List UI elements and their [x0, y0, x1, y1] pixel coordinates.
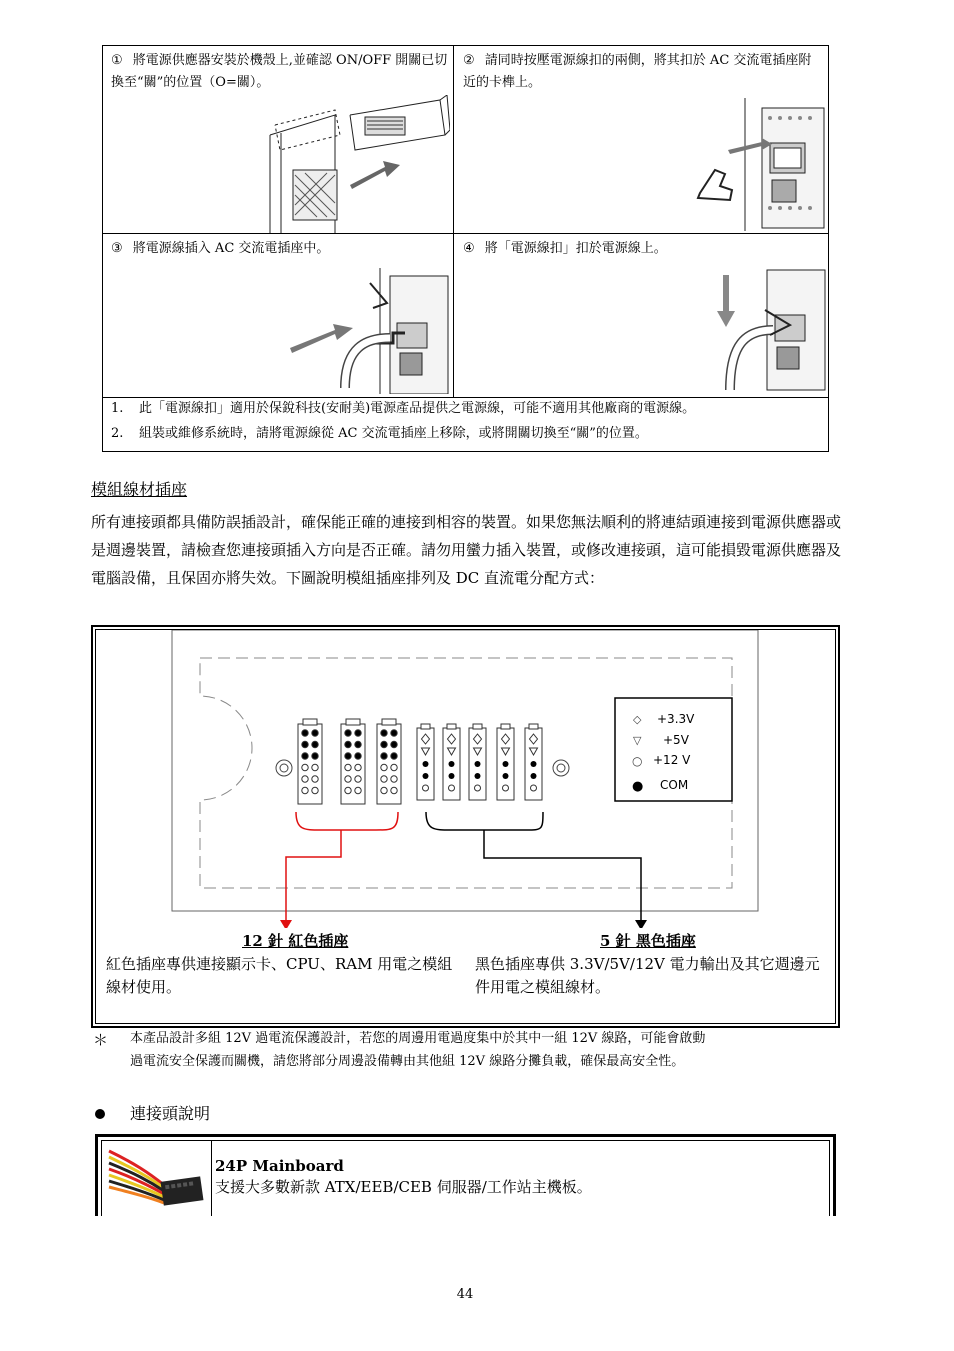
legend-label-2: +5V	[663, 733, 689, 747]
legend-label-3: +12 V	[653, 753, 691, 767]
black-arrow-line	[484, 830, 641, 922]
note-2	[111, 423, 826, 445]
black-socket-desc: 黑色插座專供 3.3V/5V/12V 電力輸出及其它週邊元件用電之模組線材。	[475, 955, 820, 996]
screw-hole-left	[276, 760, 292, 776]
modular-heading: 模組線材插座	[91, 480, 188, 499]
socket-5pin-4	[497, 724, 514, 800]
red-arrow-line	[286, 830, 341, 922]
socket-5pin-1	[417, 724, 434, 800]
note-1-text: 此「電源線扣」適用於保銳科技(安耐美)電源產品提供之電源線，可能不適用其他廠商的電源線。	[139, 401, 696, 416]
connector-24p-name: 24P Mainboard	[215, 1157, 344, 1175]
red-arrow-head	[280, 920, 292, 928]
table-left-rule	[95, 1134, 98, 1216]
socket-12pin-3	[377, 719, 401, 804]
step-4-text: 將「電源線扣」扣於電源線上。	[484, 241, 667, 256]
connector-24p-desc: 支援大多數新款 ATX/EEB/CEB 伺服器/工作站主機板。	[215, 1178, 592, 1196]
black-bracket	[426, 812, 543, 830]
table-col-divider	[211, 1140, 212, 1216]
step-3	[111, 238, 449, 260]
warning-line-1: 本產品設計多組 12V 過電流保護設計，若您的周邊用電過度集中於其中一組 12V 線路，可能會啟動	[130, 1031, 706, 1046]
table-top-rule	[95, 1134, 836, 1137]
plug-cord-illustration	[285, 268, 450, 394]
black-arrow-head	[635, 920, 647, 928]
socket-5pin-5	[525, 724, 542, 800]
legend-label-4: COM	[660, 778, 689, 792]
legend-symbol-1: ◇	[633, 713, 642, 726]
table-right-rule	[833, 1134, 836, 1216]
socket-5pin-2	[443, 724, 460, 800]
legend-label-1: +3.3V	[657, 712, 695, 726]
table-divider-h1	[102, 233, 829, 234]
page-number: 44	[456, 1287, 474, 1302]
table-divider-v	[453, 45, 454, 398]
connectors-heading: 連接頭說明	[130, 1104, 211, 1123]
panel-drawing	[96, 630, 836, 928]
atx-24p-cable-image	[104, 1143, 208, 1213]
step-1-number: ①	[111, 53, 123, 68]
modular-paragraph: 所有連接頭都具備防誤插設計，確保能正確的連接到相容的裝置。如果您無法順利的將連結頭連接到電源供應器或是週邊裝置，請檢查您連接頭插入方向是否正確。請勿用蠻力插入裝置，或修改連接頭，這可能損毀電源供應器及電腦設備，且保固亦將失效。下圖說明模組插座排列及 DC 直流電分配方式：	[91, 513, 842, 587]
note-1	[111, 398, 826, 420]
step-2-text: 請同時按壓電源線扣的兩側，將其扣於 AC 交流電插座附近的卡榫上。	[463, 53, 812, 90]
step-1-text: 將電源供應器安裝於機殼上,並確認 ON/OFF 開關已切換至“關”的位置（O=關）。	[111, 53, 448, 90]
note-1-number: 1.	[111, 401, 124, 416]
step-3-text: 將電源線插入 AC 交流電插座中。	[132, 241, 330, 256]
red-socket-desc: 紅色插座專供連接顯示卡、CPU、RAM 用電之模組線材使用。	[106, 955, 453, 996]
clip-press-illustration	[690, 98, 828, 231]
bullet-dot	[95, 1109, 105, 1119]
legend-symbol-2: ▽	[633, 734, 642, 747]
step-1	[111, 50, 449, 94]
socket-12pin-2	[341, 719, 365, 804]
step-4	[463, 238, 823, 260]
red-bracket	[296, 812, 398, 830]
warning-line-2: 過電流安全保護而關機，請您將部分周邊設備轉由其他組 12V 線路分攤負載，確保最高安全性。	[130, 1054, 685, 1069]
clip-on-cord-illustration	[715, 265, 827, 393]
step-3-number: ③	[111, 241, 123, 256]
psu-install-illustration	[265, 95, 450, 233]
legend-symbol-4: ●	[632, 779, 644, 794]
socket-5pin-3	[469, 724, 486, 800]
legend-symbol-3: ○	[632, 754, 643, 768]
black-socket-title: 5 針 黑色插座	[600, 932, 696, 950]
red-socket-title: 12 針 紅色插座	[242, 932, 349, 950]
step-2-number: ②	[463, 53, 475, 68]
step-4-number: ④	[463, 241, 475, 256]
note-2-number: 2.	[111, 426, 124, 441]
socket-12pin-1	[298, 719, 322, 804]
note-2-text: 組裝或維修系統時，請將電源線從 AC 交流電插座上移除，或將開關切換至“關”的位置。	[139, 426, 648, 441]
screw-hole-right	[553, 760, 569, 776]
step-2	[463, 50, 823, 94]
warning-star: ＊	[93, 1031, 109, 1049]
